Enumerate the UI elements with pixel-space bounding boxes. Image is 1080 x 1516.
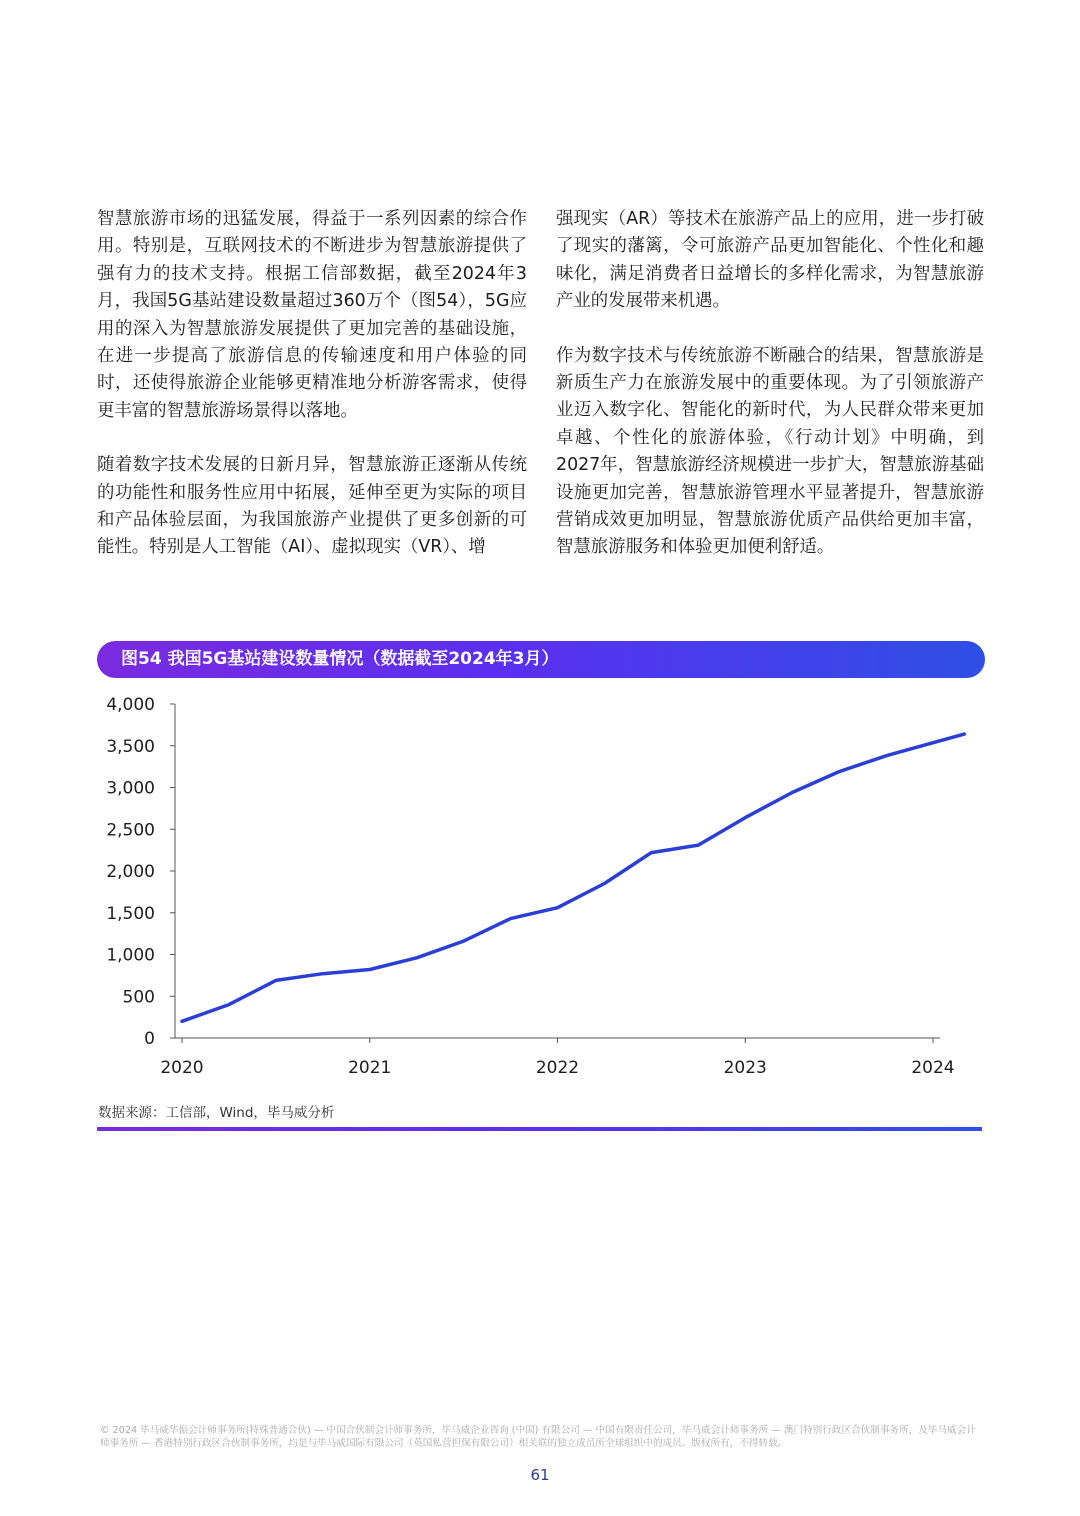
line-chart — [97, 688, 985, 1080]
y-tick-label: 0 — [144, 1029, 155, 1049]
right-paragraph-1: 强现实（AR）等技术在旅游产品上的应用，进一步打破了现实的藩篱，令可旅游产品更加智能化、个性化和趣味化，满足消费者日益增长的多样化需求，为智慧旅游产业的发展带来机遇。 — [556, 209, 984, 312]
y-tick-label: 3,500 — [106, 736, 155, 757]
y-tick-label: 2,500 — [106, 820, 155, 841]
x-tick-label: 2021 — [348, 1058, 392, 1078]
right-paragraph-2: 作为数字技术与传统旅游不断融合的结果，智慧旅游是新质生产力在旅游发展中的重要体现。为了引领旅游产业迈入数字化、智能化的新时代，为人民群众带来更加卓越、个性化的旅游体验，《行动计划》中明确，到2027年，智慧旅游经济规模进一步扩大，智慧旅游基础设施更加完善，智慧旅游管理水平显著提升，智慧旅游营销成效更加明显，智慧旅游优质产品供给更加丰富，智慧旅游服务和体验更加便利舒适。 — [556, 345, 984, 558]
figure-title-banner: 图54 我国5G基站建设数量情况（数据截至2024年3月） — [97, 641, 985, 678]
left-text-column — [97, 206, 527, 589]
copyright-footer: © 2024 毕马威华振会计师事务所(特殊普通合伙) — 中国合伙制会计师事务所，毕马威企业咨询 (中国) 有限公司 — 中国有限责任公司，毕马威会计师事务所 — 澳门特别行政区合伙制事务所，及毕马威会计师事务所 — 香港特别行政区合伙制事务所，均是与毕马威国际有限公司（英国私营担保有限公司）相关联的独立成员所全球组织中的成员。版权所有，不得转载。 — [100, 1425, 976, 1449]
right-text-column — [556, 206, 984, 589]
figure-bottom-rule — [97, 1127, 982, 1131]
y-tick-label: 1,000 — [106, 945, 155, 966]
figure-source: 数据来源：工信部，Wind，毕马威分析 — [98, 1105, 335, 1121]
series-line-5g-base-stations — [182, 734, 964, 1021]
x-tick-label: 2023 — [723, 1058, 767, 1078]
x-tick-label: 2022 — [535, 1058, 580, 1078]
x-tick-label: 2024 — [911, 1058, 955, 1078]
y-tick-label: 2,000 — [106, 862, 155, 882]
x-tick-label: 2020 — [160, 1058, 204, 1078]
y-tick-label: 3,000 — [106, 778, 155, 799]
y-tick-label: 1,500 — [106, 903, 155, 924]
y-tick-label: 4,000 — [106, 695, 155, 715]
left-paragraph-2: 随着数字技术发展的日新月异，智慧旅游正逐渐从传统的功能性和服务性应用中拓展，延伸至更为实际的项目和产品体验层面，为我国旅游产业提供了更多创新的可能性。特别是人工智能（AI）、虚拟现实（VR）、增 — [97, 455, 527, 558]
left-paragraph-1: 智慧旅游市场的迅猛发展，得益于一系列因素的综合作用。特别是，互联网技术的不断进步为智慧旅游提供了强有力的技术支持。根据工信部数据，截至2024年3月，我国5G基站建设数量超过360万个（图54），5G应用的深入为智慧旅游发展提供了更加完善的基础设施，在进一步提高了旅游信息的传输速度和用户体验的同时，还使得旅游企业能够更精准地分析游客需求，使得更丰富的智慧旅游场景得以落地。 — [97, 209, 527, 421]
page-number: 61 — [530, 1466, 550, 1484]
y-tick-label: 500 — [122, 987, 155, 1008]
